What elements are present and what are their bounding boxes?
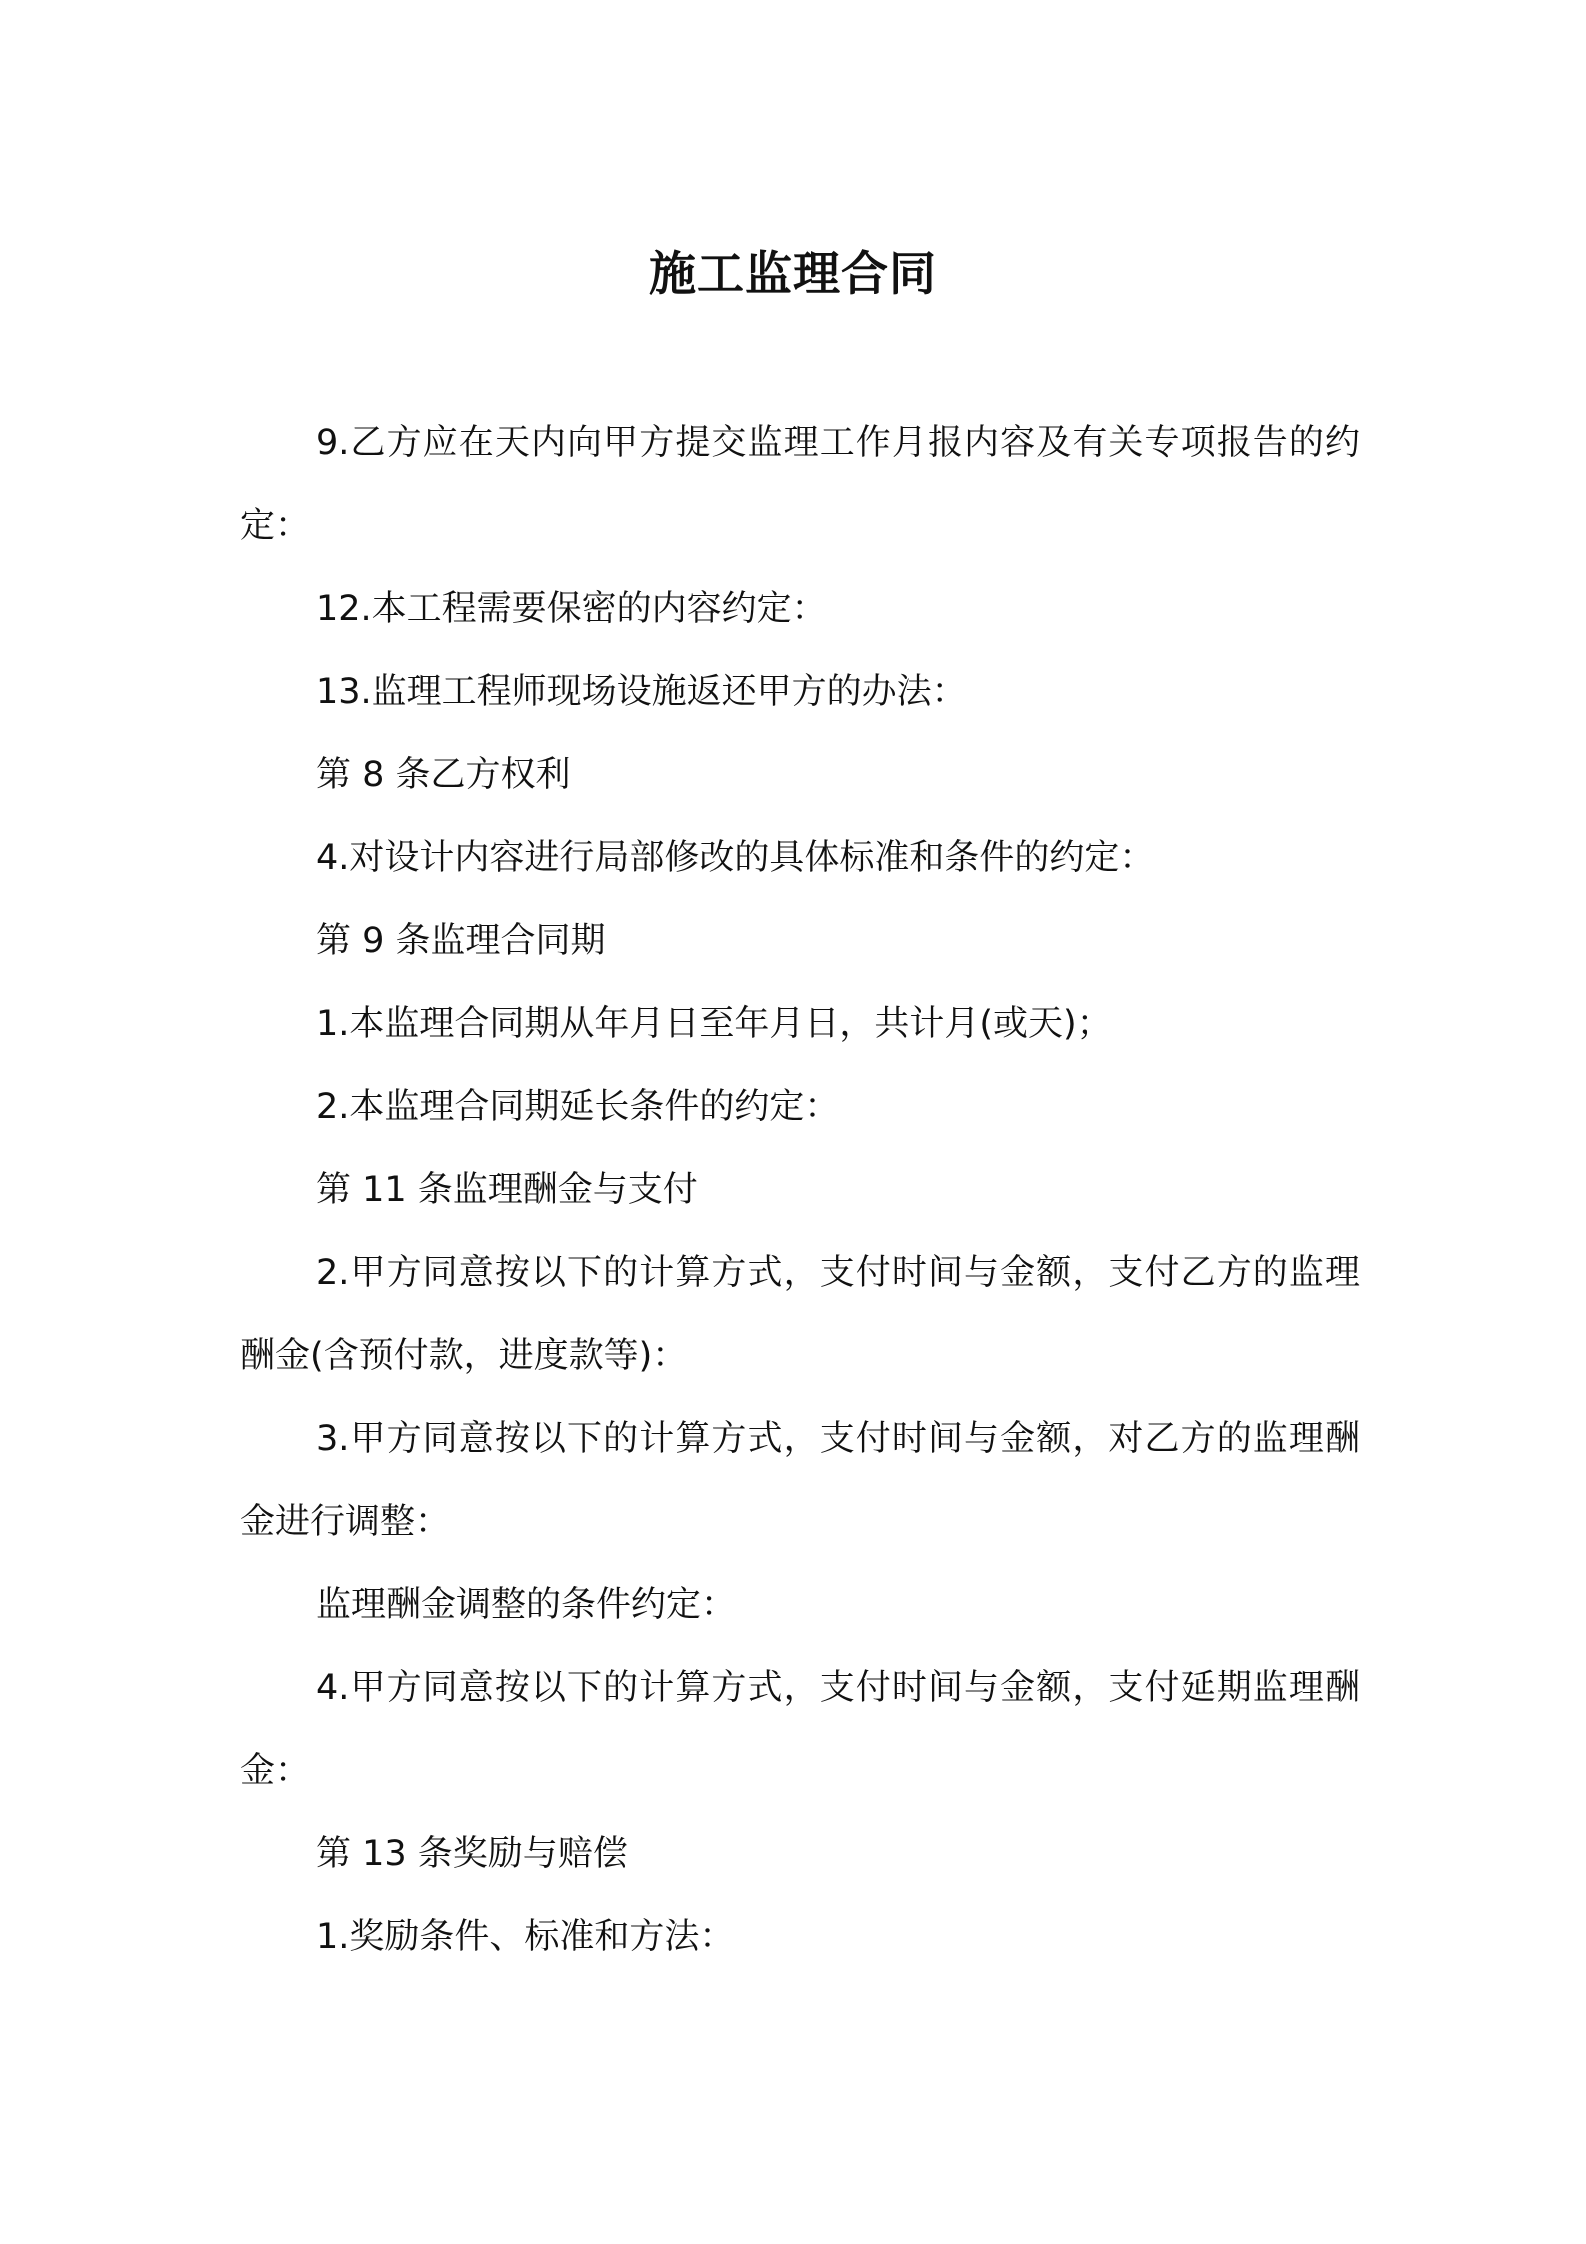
clause-paragraph: 9.乙方应在天内向甲方提交监理工作月报内容及有关专项报告的约定： [240,423,1360,546]
article-heading: 第 13 条奖励与赔偿 [316,1834,628,1874]
clause-paragraph: 4.对设计内容进行局部修改的具体标准和条件的约定： [316,838,1155,878]
article-heading: 第 11 条监理酬金与支付 [316,1170,698,1210]
clause-paragraph: 2.甲方同意按以下的计算方式，支付时间与金额，支付乙方的监理酬金(含预付款，进度款等)： [240,1253,1360,1376]
clause-paragraph: 4.甲方同意按以下的计算方式，支付时间与金额，支付延期监理酬金： [240,1668,1360,1791]
article-heading: 第 8 条乙方权利 [316,755,571,795]
clause-paragraph: 13.监理工程师现场设施返还甲方的办法： [316,672,967,712]
document-title: 施工监理合同 [649,247,937,303]
clause-paragraph: 1.奖励条件、标准和方法： [316,1917,735,1957]
document-body [240,402,1360,1979]
clause-paragraph: 监理酬金调整的条件约定： [316,1585,737,1625]
article-heading: 第 9 条监理合同期 [316,921,606,961]
clause-paragraph: 1.本监理合同期从年月日至年月日，共计月(或天)； [316,1004,1112,1044]
clause-paragraph: 2.本监理合同期延长条件的约定： [316,1087,840,1127]
clause-paragraph: 12.本工程需要保密的内容约定： [316,589,827,629]
clause-paragraph: 3.甲方同意按以下的计算方式，支付时间与金额，对乙方的监理酬金进行调整： [240,1419,1360,1542]
